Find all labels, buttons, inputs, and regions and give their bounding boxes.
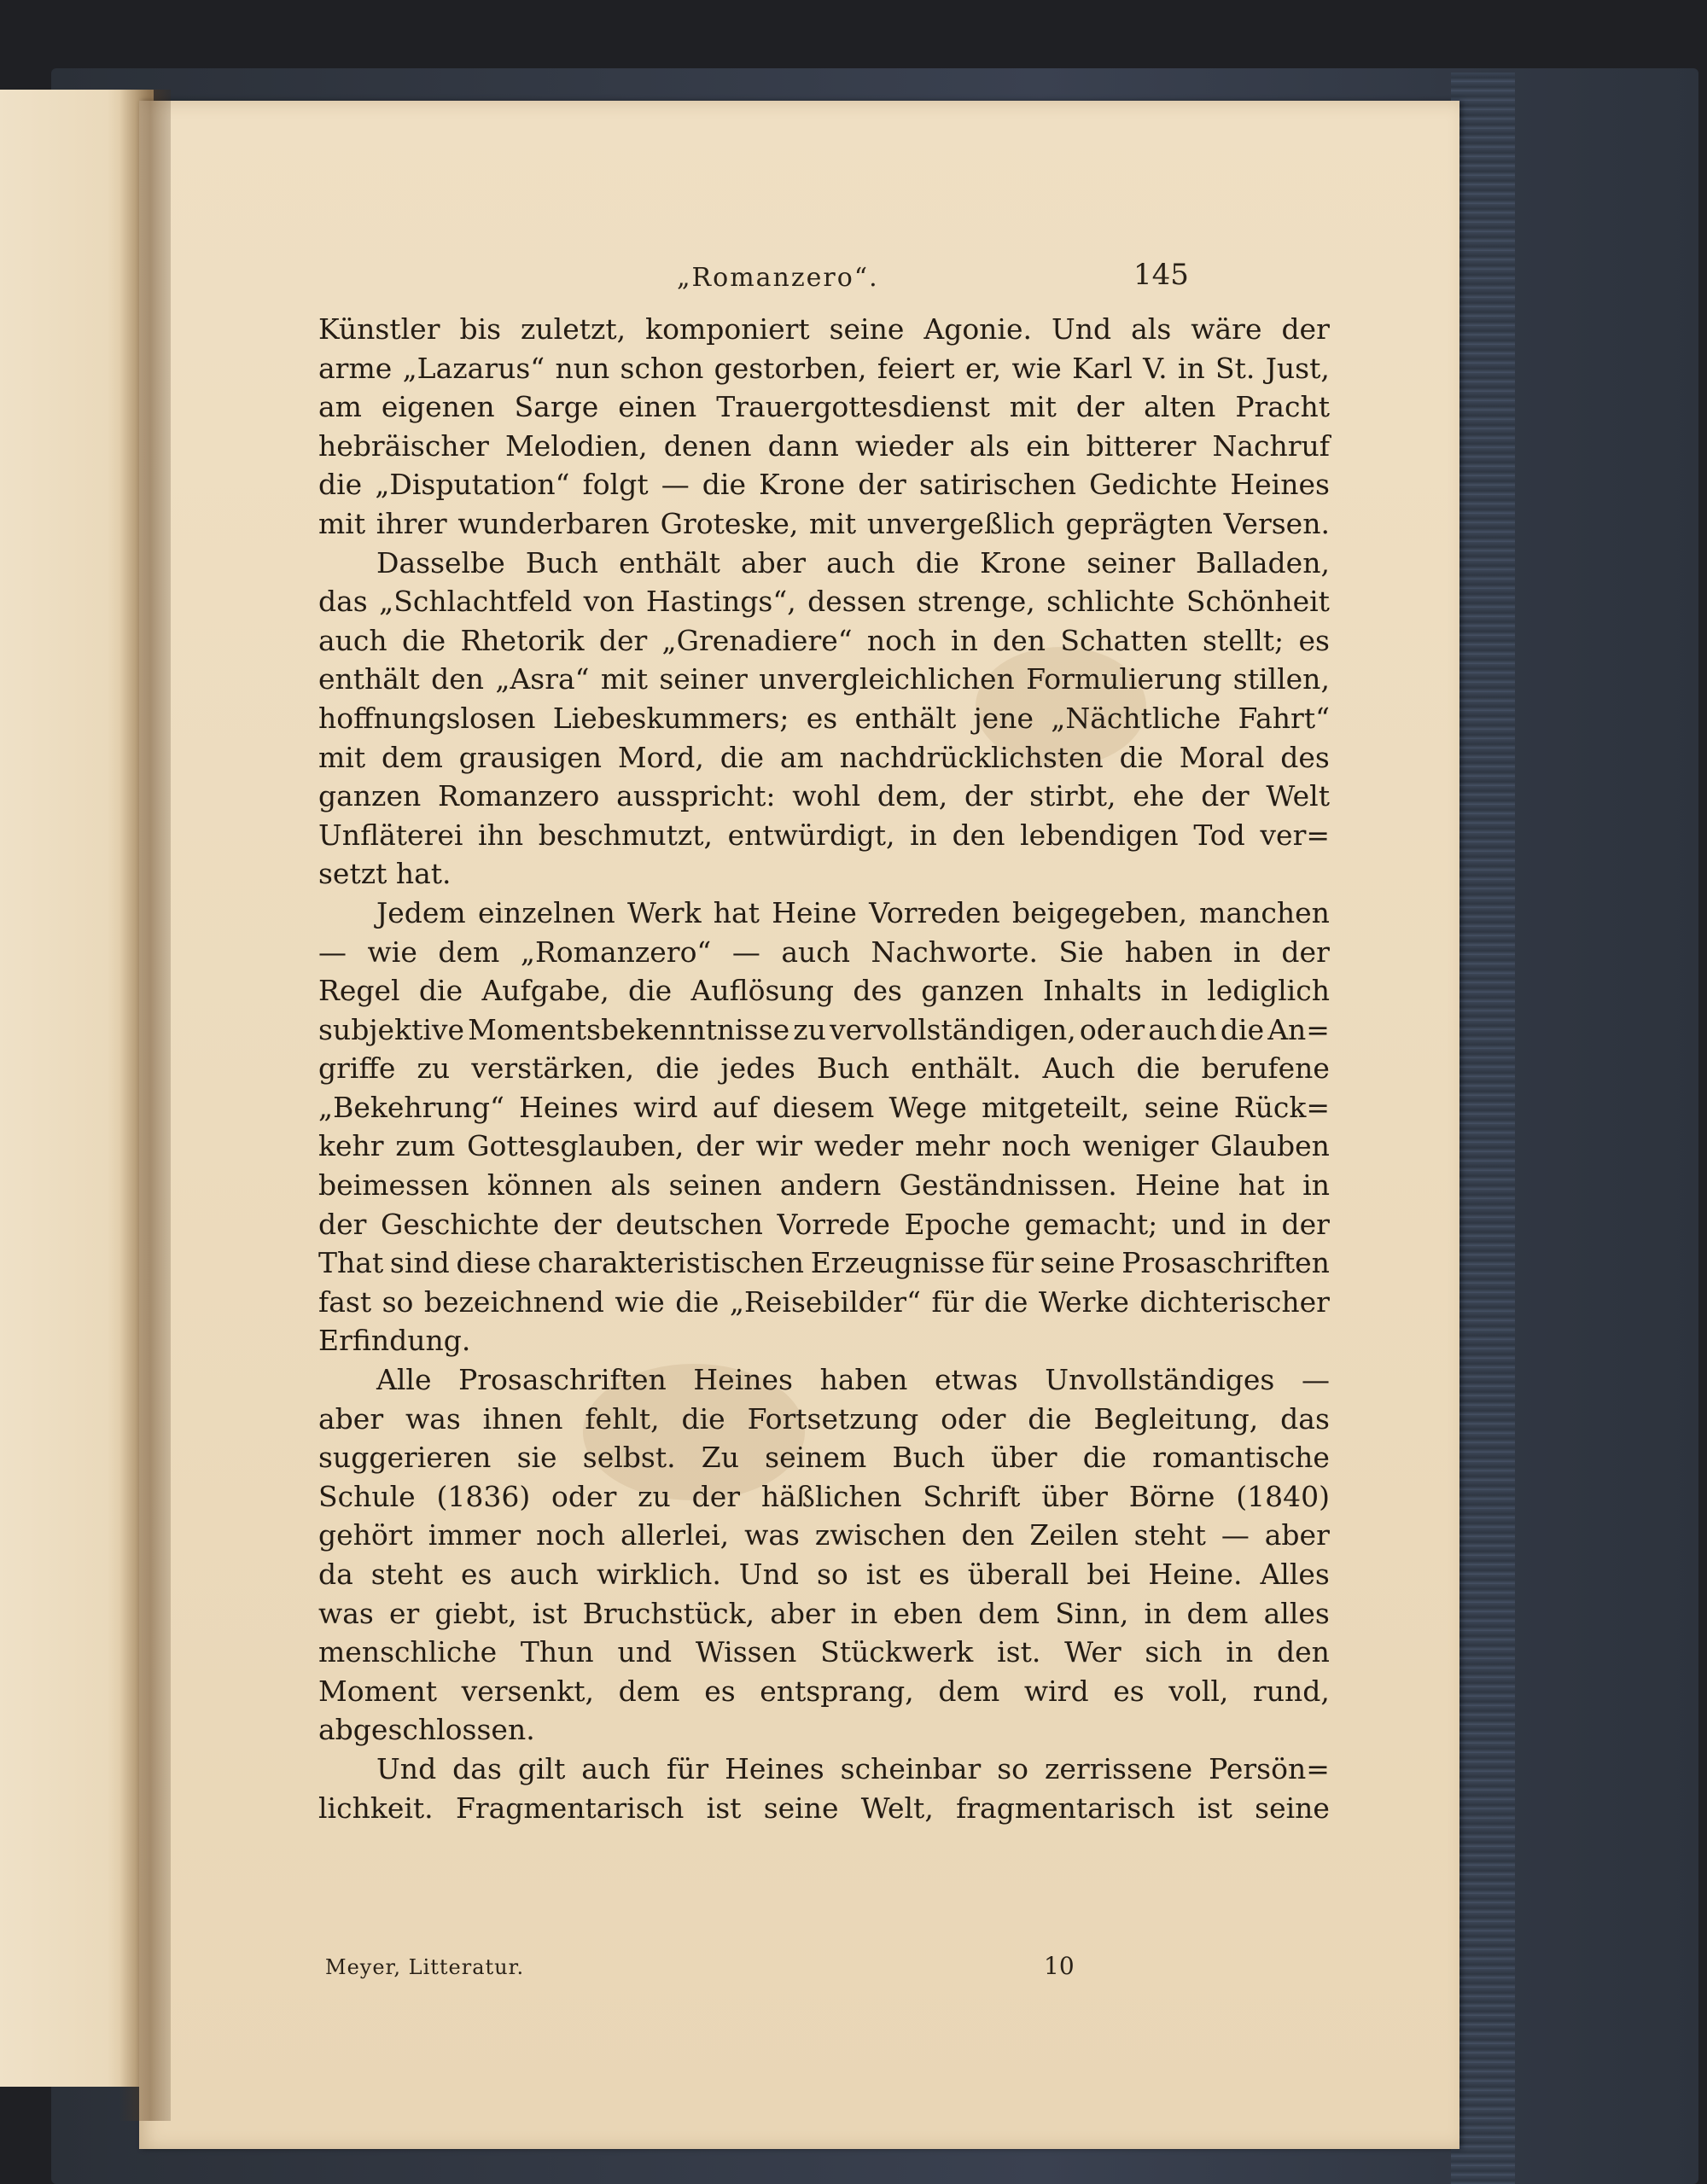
text-line: da steht es auch wirklich. Und so ist es überall bei Heine. Alles [318, 1558, 1330, 1591]
text-line: Alle Prosaschriften Heines haben etwas Unvollständiges — [376, 1363, 1330, 1397]
text-line: Dasselbe Buch enthält aber auch die Krone seiner Balladen, [376, 545, 1330, 579]
text-line: Künstler bis zuletzt, komponiert seine Agonie. Und als wäre der [318, 312, 1330, 346]
text-line: Jedem einzelnen Werk hat Heine Vorreden beigegeben, manchen [376, 895, 1330, 929]
text-line: setzt hat. [318, 857, 452, 891]
text-line: subjektive Momentsbekenntnisse zu vervollständigen, oder auch die An= [318, 1012, 1330, 1046]
running-head [139, 254, 1459, 306]
text-line: Moment versenkt, dem es entsprang, dem wird es voll, rund, [318, 1674, 1330, 1708]
text-line: kehr zum Gottesglauben, der wir weder mehr noch weniger Glauben [318, 1129, 1330, 1163]
text-line: der Geschichte der deutschen Vorrede Epoche gemacht; und in der [318, 1207, 1330, 1241]
text-line: Und das gilt auch für Heines scheinbar so zerrissene Persön= [376, 1751, 1330, 1785]
text-line: was er giebt, ist Bruchstück, aber in eben dem Sinn, in dem alles [318, 1596, 1330, 1630]
body-text [318, 310, 1330, 1827]
text-line: lichkeit. Fragmentarisch ist seine Welt, fragmentarisch ist seine [318, 1791, 1330, 1825]
text-line: menschliche Thun und Wissen Stückwerk ist. Wer sich in den [318, 1635, 1330, 1669]
text-line: mit dem grausigen Mord, die am nachdrücklichsten die Moral des [318, 740, 1330, 774]
text-line: auch die Rhetorik der „Grenadiere“ noch in den Schatten stellt; es [318, 623, 1330, 657]
page-footer [139, 1948, 1459, 1991]
text-line: arme „Lazarus“ nun schon gestorben, feiert er, wie Karl V. in St. Just, [318, 351, 1330, 385]
text-line: mit ihrer wunderbaren Groteske, mit unvergeßlich geprägten Versen. [318, 506, 1330, 540]
text-line: enthält den „Asra“ mit seiner unvergleichlichen Formulierung stillen, [318, 662, 1330, 696]
text-line: Schule (1836) oder zu der häßlichen Schrift über Börne (1840) [318, 1479, 1330, 1513]
text-line: am eigenen Sarge einen Trauergottesdienst mit der alten Pracht [318, 390, 1330, 424]
cover-spine-edge [1451, 73, 1515, 2184]
text-line: ganzen Romanzero ausspricht: wohl dem, der stirbt, ehe der Welt [318, 779, 1330, 813]
signature-mark: 10 [1044, 1952, 1075, 1980]
text-line: hoffnungslosen Liebeskummers; es enthält jene „Nächtliche Fahrt“ [318, 701, 1330, 735]
text-line: — wie dem „Romanzero“ — auch Nachworte. Sie haben in der [318, 935, 1330, 969]
page-number: 145 [1133, 258, 1189, 292]
text-line: suggerieren sie selbst. Zu seinem Buch über die romantische [318, 1441, 1330, 1475]
text-line: gehört immer noch allerlei, was zwischen den Zeilen steht — aber [318, 1518, 1330, 1552]
text-line: „Bekehrung“ Heines wird auf diesem Wege mitgeteilt, seine Rück= [318, 1090, 1330, 1124]
text-line: fast so bezeichnend wie die „Reisebilder“ für die Werke dichterischer [318, 1284, 1330, 1319]
text-line: das „Schlachtfeld von Hastings“, dessen strenge, schlichte Schönheit [318, 585, 1330, 619]
text-line: Erfindung. [318, 1324, 471, 1358]
text-line: abgeschlossen. [318, 1713, 535, 1747]
text-line: Unfläterei ihn beschmutzt, entwürdigt, in den lebendigen Tod ver= [318, 818, 1330, 852]
text-line: die „Disputation“ folgt — die Krone der satirischen Gedichte Heines [318, 468, 1330, 502]
text-line: Regel die Aufgabe, die Auflösung des ganzen Inhalts in lediglich [318, 974, 1330, 1008]
text-line: beimessen können als seinen andern Geständnissen. Heine hat in [318, 1168, 1330, 1203]
text-line: That sind diese charakteristischen Erzeugnisse für seine Prosaschriften [318, 1246, 1330, 1280]
book-page [139, 101, 1459, 2149]
text-line: griffe zu verstärken, die jedes Buch enthält. Auch die berufene [318, 1051, 1330, 1086]
text-line: aber was ihnen fehlt, die Fortsetzung oder die Begleitung, das [318, 1401, 1330, 1436]
footer-author: Meyer, Litteratur. [325, 1955, 525, 1979]
text-line: hebräischer Melodien, denen dann wieder als ein bitterer Nachruf [318, 428, 1330, 463]
gutter-shadow [119, 90, 171, 2121]
running-head-title: „Romanzero“. [677, 263, 879, 293]
